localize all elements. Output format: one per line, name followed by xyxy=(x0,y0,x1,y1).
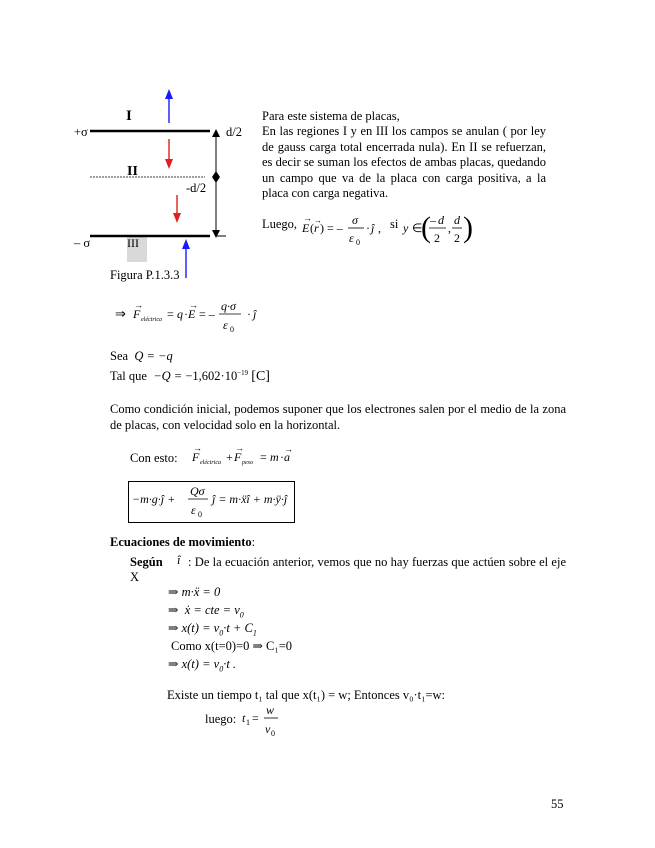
page-number: 55 xyxy=(551,797,564,811)
svg-text:=: = xyxy=(252,711,259,725)
svg-text:–: – xyxy=(430,213,436,227)
segun-label: Según xyxy=(130,555,163,569)
svg-text:·: · xyxy=(184,307,188,321)
svg-text:−m·g·ĵ +: −m·g·ĵ + xyxy=(132,492,176,506)
i-hat-symbol: î xyxy=(177,553,181,567)
svg-text:d: d xyxy=(454,213,460,227)
svg-text:y: y xyxy=(403,221,409,235)
blue-arrowhead-bottom xyxy=(182,239,190,249)
svg-text:σ: σ xyxy=(352,213,358,227)
svg-text:m: m xyxy=(270,450,279,464)
svg-text:→: → xyxy=(235,443,244,453)
boxed-equation-math xyxy=(130,482,292,520)
initial-condition-text: Como condición inicial, podemos suponer que los electrones salen por el medio de la zona de placas, con velocidad solo en la horizontal. xyxy=(110,402,566,432)
region-II-label: II xyxy=(127,164,138,179)
q-definition: Q = −q xyxy=(131,349,173,363)
svg-text:→: → xyxy=(314,216,322,225)
regions-paragraph-text: En las regiones I y en III los campos se anulan ( por ley de gauss carga total encerrada nula). En II se refuerzan, es decir se suman los efectos de ambas placas, quedando un campo que va de la placa con carga positiva, a la placa con carga negativa. xyxy=(262,124,546,200)
svg-text:→: → xyxy=(189,300,198,310)
svg-text:2: 2 xyxy=(454,231,460,245)
svg-text:eléctrica: eléctrica xyxy=(200,460,221,466)
svg-text:w: w xyxy=(266,703,275,717)
charge-value: −1,602·10 xyxy=(185,369,238,384)
svg-text:E: E xyxy=(302,221,310,235)
svg-text:0: 0 xyxy=(198,510,202,519)
svg-text:=: = xyxy=(260,450,267,464)
svg-text:): ) xyxy=(463,211,473,244)
tal-que-label: Tal que xyxy=(110,369,147,384)
svg-text:2: 2 xyxy=(434,231,440,245)
svg-text:t: t xyxy=(242,711,246,725)
regions-paragraph xyxy=(262,124,546,202)
eq-line-3: ⇒ $x(t) = v_0\cdot t + C_1$ xyxy=(168,621,257,638)
intro-line: Para este sistema de placas, xyxy=(262,109,400,123)
svg-text:→: → xyxy=(303,213,312,223)
svg-text:ε: ε xyxy=(223,318,228,332)
svg-text:·: · xyxy=(366,221,370,235)
charge-exponent: −19 xyxy=(237,369,249,377)
svg-text:v: v xyxy=(265,722,271,736)
svg-text:·: · xyxy=(247,307,251,321)
svg-text:∈: ∈ xyxy=(412,221,423,235)
svg-text:peso: peso xyxy=(242,460,253,466)
eq-line-1: ⇒ m·ẍ = 0 xyxy=(168,585,221,599)
luego-t1-label: luego: xyxy=(205,712,237,726)
svg-text:ĵ: ĵ xyxy=(371,221,375,235)
dimension-arrowhead-mid-up xyxy=(212,171,220,177)
svg-text:F: F xyxy=(234,450,242,464)
svg-text:(: ( xyxy=(421,211,431,244)
newton-equation xyxy=(192,443,342,473)
t1-equation xyxy=(240,703,290,739)
con-esto-label: Con esto: xyxy=(130,451,178,465)
red-arrowhead-1 xyxy=(165,159,173,169)
svg-text:r: r xyxy=(314,221,319,235)
svg-text:= –: = – xyxy=(199,307,215,321)
red-arrowhead-2 xyxy=(173,213,181,223)
minus-sigma-label: – σ xyxy=(74,236,91,250)
dimension-arrowhead-mid-down xyxy=(212,177,220,183)
svg-text:ε: ε xyxy=(349,231,354,245)
svg-text:⇒: ⇒ xyxy=(115,306,126,321)
svg-text:ĵ = m·ẍî + m·ÿ·ĵ: ĵ = m·ẍî + m·ÿ·ĵ xyxy=(212,492,288,506)
svg-text:0: 0 xyxy=(230,325,234,334)
region-I-label: I xyxy=(126,108,132,124)
svg-text:q·σ: q·σ xyxy=(221,299,236,313)
svg-text:(: ( xyxy=(310,221,314,235)
sea-label: Sea xyxy=(110,349,129,363)
figure-caption: Figura P.1.3.3 xyxy=(110,268,180,282)
ecuaciones-heading: Ecuaciones de movimiento: xyxy=(110,535,256,549)
field-equation xyxy=(262,213,298,231)
luego-label: Luego, xyxy=(262,217,298,231)
segun-paragraph xyxy=(130,555,566,585)
svg-text:,: , xyxy=(378,221,381,235)
plus-sigma-label: +σ xyxy=(74,125,88,139)
svg-text:Qσ: Qσ xyxy=(190,484,205,498)
svg-text:0: 0 xyxy=(271,729,275,738)
svg-text:d: d xyxy=(438,213,444,227)
svg-text:→: → xyxy=(134,300,143,310)
dimension-arrowhead-bottom xyxy=(212,230,220,238)
svg-text:=: = xyxy=(167,307,174,321)
neg-d-half-label: -d/2 xyxy=(186,181,207,195)
svg-text:eléctrica: eléctrica xyxy=(141,317,162,323)
svg-text:+: + xyxy=(226,450,233,464)
region-III-label: III xyxy=(127,236,139,250)
tal-que-line xyxy=(110,369,270,385)
ecuaciones-heading-text: Ecuaciones de movimiento xyxy=(110,535,252,549)
svg-text:F: F xyxy=(133,307,141,321)
svg-text:a: a xyxy=(284,450,290,464)
neg-q: −Q = xyxy=(150,369,186,384)
svg-text:→: → xyxy=(193,443,202,453)
dimension-arrowhead-top xyxy=(212,129,220,137)
svg-text:1: 1 xyxy=(246,718,250,727)
svg-text:E: E xyxy=(188,307,196,321)
charge-unit: [C] xyxy=(251,369,270,385)
blue-arrowhead-top xyxy=(165,89,173,99)
eq-line-2: ⇒ ẋ = cte = $v_0$ xyxy=(168,603,244,620)
segun-text: : De la ecuación anterior, vemos que no hay fuerzas que actúen sobre el eje X xyxy=(130,555,566,584)
svg-text:→: → xyxy=(284,444,293,454)
sea-line xyxy=(110,349,173,364)
eq-line-4: ⇒ $x(t) = v_0\cdot t$ . xyxy=(168,657,237,674)
svg-text:·: · xyxy=(280,450,284,464)
svg-text:ĵ: ĵ xyxy=(253,307,257,321)
d-half-label: d/2 xyxy=(226,125,242,139)
como-x-line: Como x(t=0)=0 ⇒ C₁=0 xyxy=(171,639,293,653)
initial-condition-paragraph xyxy=(110,401,566,433)
svg-text:F: F xyxy=(192,450,200,464)
existe-line: Existe un tiempo t₁ tal que x(t₁) = w; Entonces v₀·t₁=w: xyxy=(167,688,446,702)
capacitor-diagram xyxy=(60,85,255,285)
electric-force-equation xyxy=(115,296,275,336)
svg-text:) = –: ) = – xyxy=(320,221,343,235)
si-label: si xyxy=(390,217,399,231)
svg-text:q: q xyxy=(177,307,183,321)
svg-text:,: , xyxy=(448,221,451,235)
svg-text:0: 0 xyxy=(356,238,360,247)
svg-text:ε: ε xyxy=(191,503,196,517)
